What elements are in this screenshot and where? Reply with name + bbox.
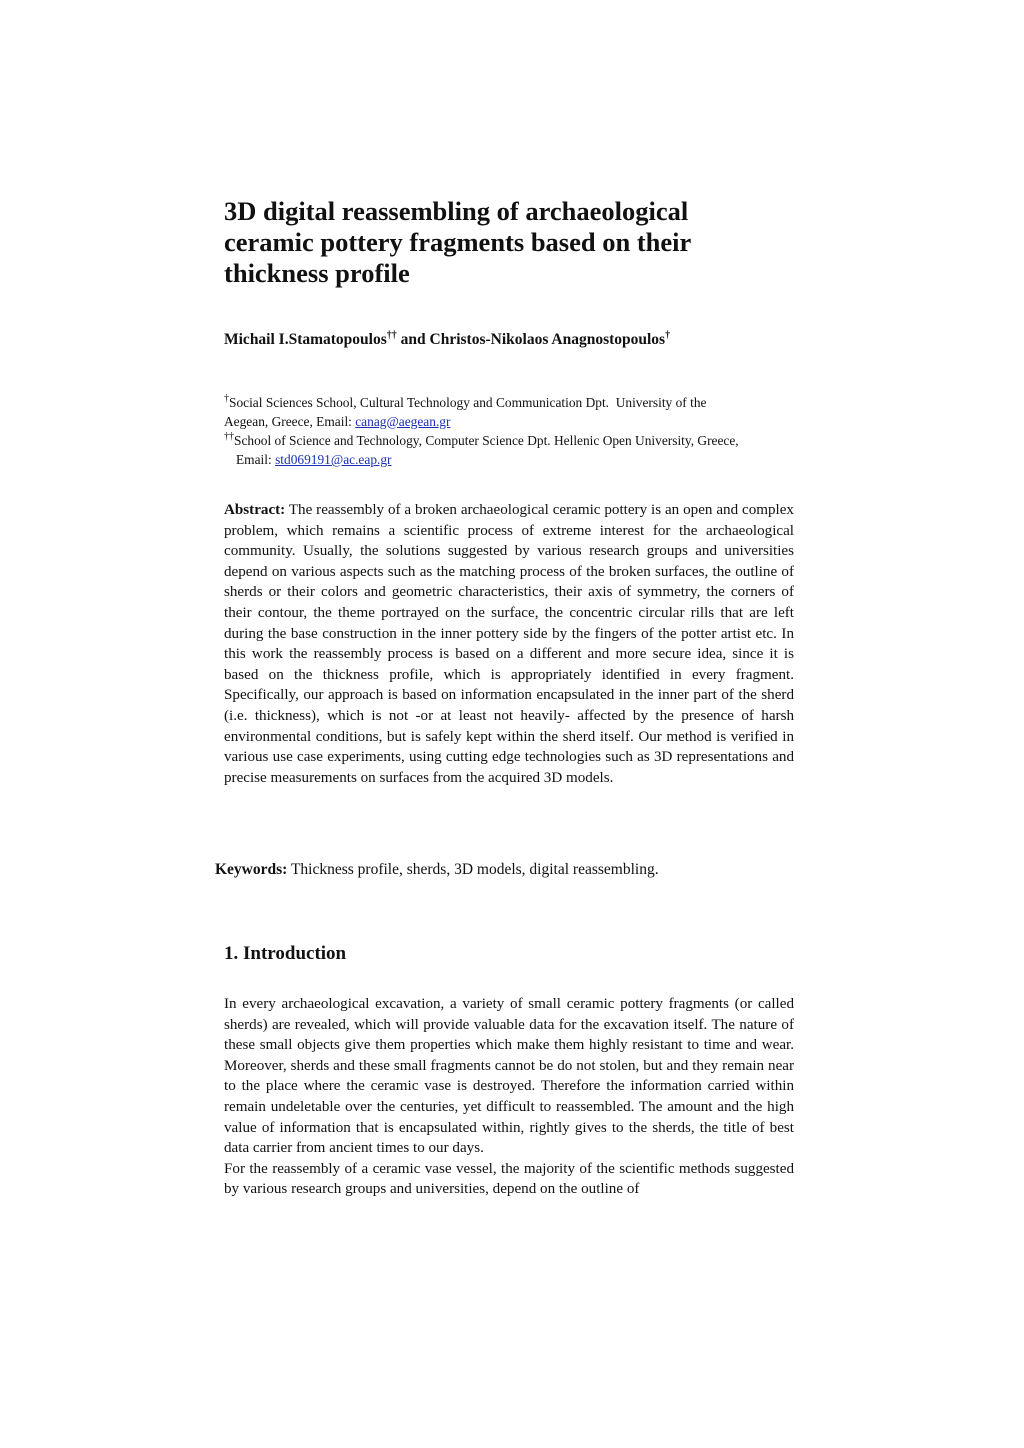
author-name: Michail I.Stamatopoulos bbox=[224, 331, 387, 348]
affiliation-2-text: School of Science and Technology, Computer Science Dpt. Hellenic Open University, Greece, bbox=[234, 433, 739, 448]
affiliation-1-line-2 bbox=[224, 412, 804, 431]
affiliation-2 bbox=[224, 431, 804, 469]
title-line-1: 3D digital reassembling of archaeological bbox=[224, 196, 689, 226]
keywords-label: Keywords: bbox=[215, 861, 288, 878]
title-line-2: ceramic pottery fragments based on their bbox=[224, 227, 692, 257]
introduction-body bbox=[224, 994, 794, 1200]
author-connector: and bbox=[396, 331, 430, 348]
abstract bbox=[224, 500, 794, 788]
affiliation-mark: † bbox=[665, 330, 671, 341]
paper-title bbox=[224, 196, 784, 289]
email-label: Email: bbox=[236, 452, 276, 467]
title-line-3: thickness profile bbox=[224, 258, 410, 288]
affiliation-2-line-1 bbox=[224, 431, 804, 450]
email-label: Aegean, Greece, Email: bbox=[224, 414, 356, 429]
email-link-2[interactable]: std069191@ac.eap.gr bbox=[275, 452, 392, 467]
affiliation-mark: †† bbox=[224, 431, 234, 442]
affiliation-1 bbox=[224, 393, 804, 431]
keywords bbox=[215, 860, 815, 880]
section-heading: 1. Introduction bbox=[224, 943, 347, 964]
keywords-text: Thickness profile, sherds, 3D models, digital reassembling. bbox=[290, 861, 659, 878]
affiliation-mark: †† bbox=[386, 330, 397, 341]
affiliation-mark: † bbox=[224, 393, 229, 404]
affiliation-2-line-2 bbox=[224, 450, 804, 469]
body-paragraph: In every archaeological excavation, a variety of small ceramic pottery fragments (or called sherds) are revealed, which will provide valuable data for the excavation itself. The nature of these small objects give them properties which make them highly resistant to time and wear. Moreover, sherds and these small fragments cannot be do not stolen, but and they remain near to the place where the ceramic vase is destroyed. Therefore the information carried within remain undeletable over the centuries, yet difficult to reassembled. The amount and the high value of information that is encapsulated within, rightly gives to the sherds, the title of best data carrier from ancient times to our days. bbox=[224, 996, 794, 1157]
abstract-label: Abstract: bbox=[224, 502, 286, 518]
affiliation-1-text: Social Sciences School, Cultural Technology and Communication Dpt. University of the bbox=[229, 395, 707, 410]
affiliation-1-line-1 bbox=[224, 393, 804, 412]
body-paragraph: For the reassembly of a ceramic vase vessel, the majority of the scientific methods suggested by various research groups and universities, depend on the outline of bbox=[224, 1160, 794, 1198]
author-list bbox=[224, 330, 804, 350]
email-link-1[interactable]: canag@aegean.gr bbox=[355, 414, 451, 429]
author-name: Christos-Nikolaos Anagnostopoulos bbox=[429, 331, 666, 348]
abstract-text: The reassembly of a broken archaeological ceramic pottery is an open and complex problem, which remains a scientific process of extreme interest for the archaeological community. Usually, the solutions suggested by various research groups and universities depend on various aspects such as the matching process of the broken surfaces, the outline of sherds or their colors and geometric characteristics, their axis of symmetry, the corners of their contour, the theme portrayed on the surface, the concentric circular rills that are left during the base construction in the inner pottery side by the fingers of the potter artist etc. In this work the reassembly process is based on a different and more secure idea, since it is based on the thickness profile, which is appropriately identified in every fragment. Specifically, our approach is based on information encapsulated in the inner part of the sherd (i.e. thickness), which is not -or at least not heavily- affected by the presence of harsh environmental conditions, but is safely kept within the sherd itself. Our method is verified in various use case experiments, using cutting edge technologies such as 3D representations and precise measurements on surfaces from the acquired 3D models. bbox=[224, 502, 794, 786]
